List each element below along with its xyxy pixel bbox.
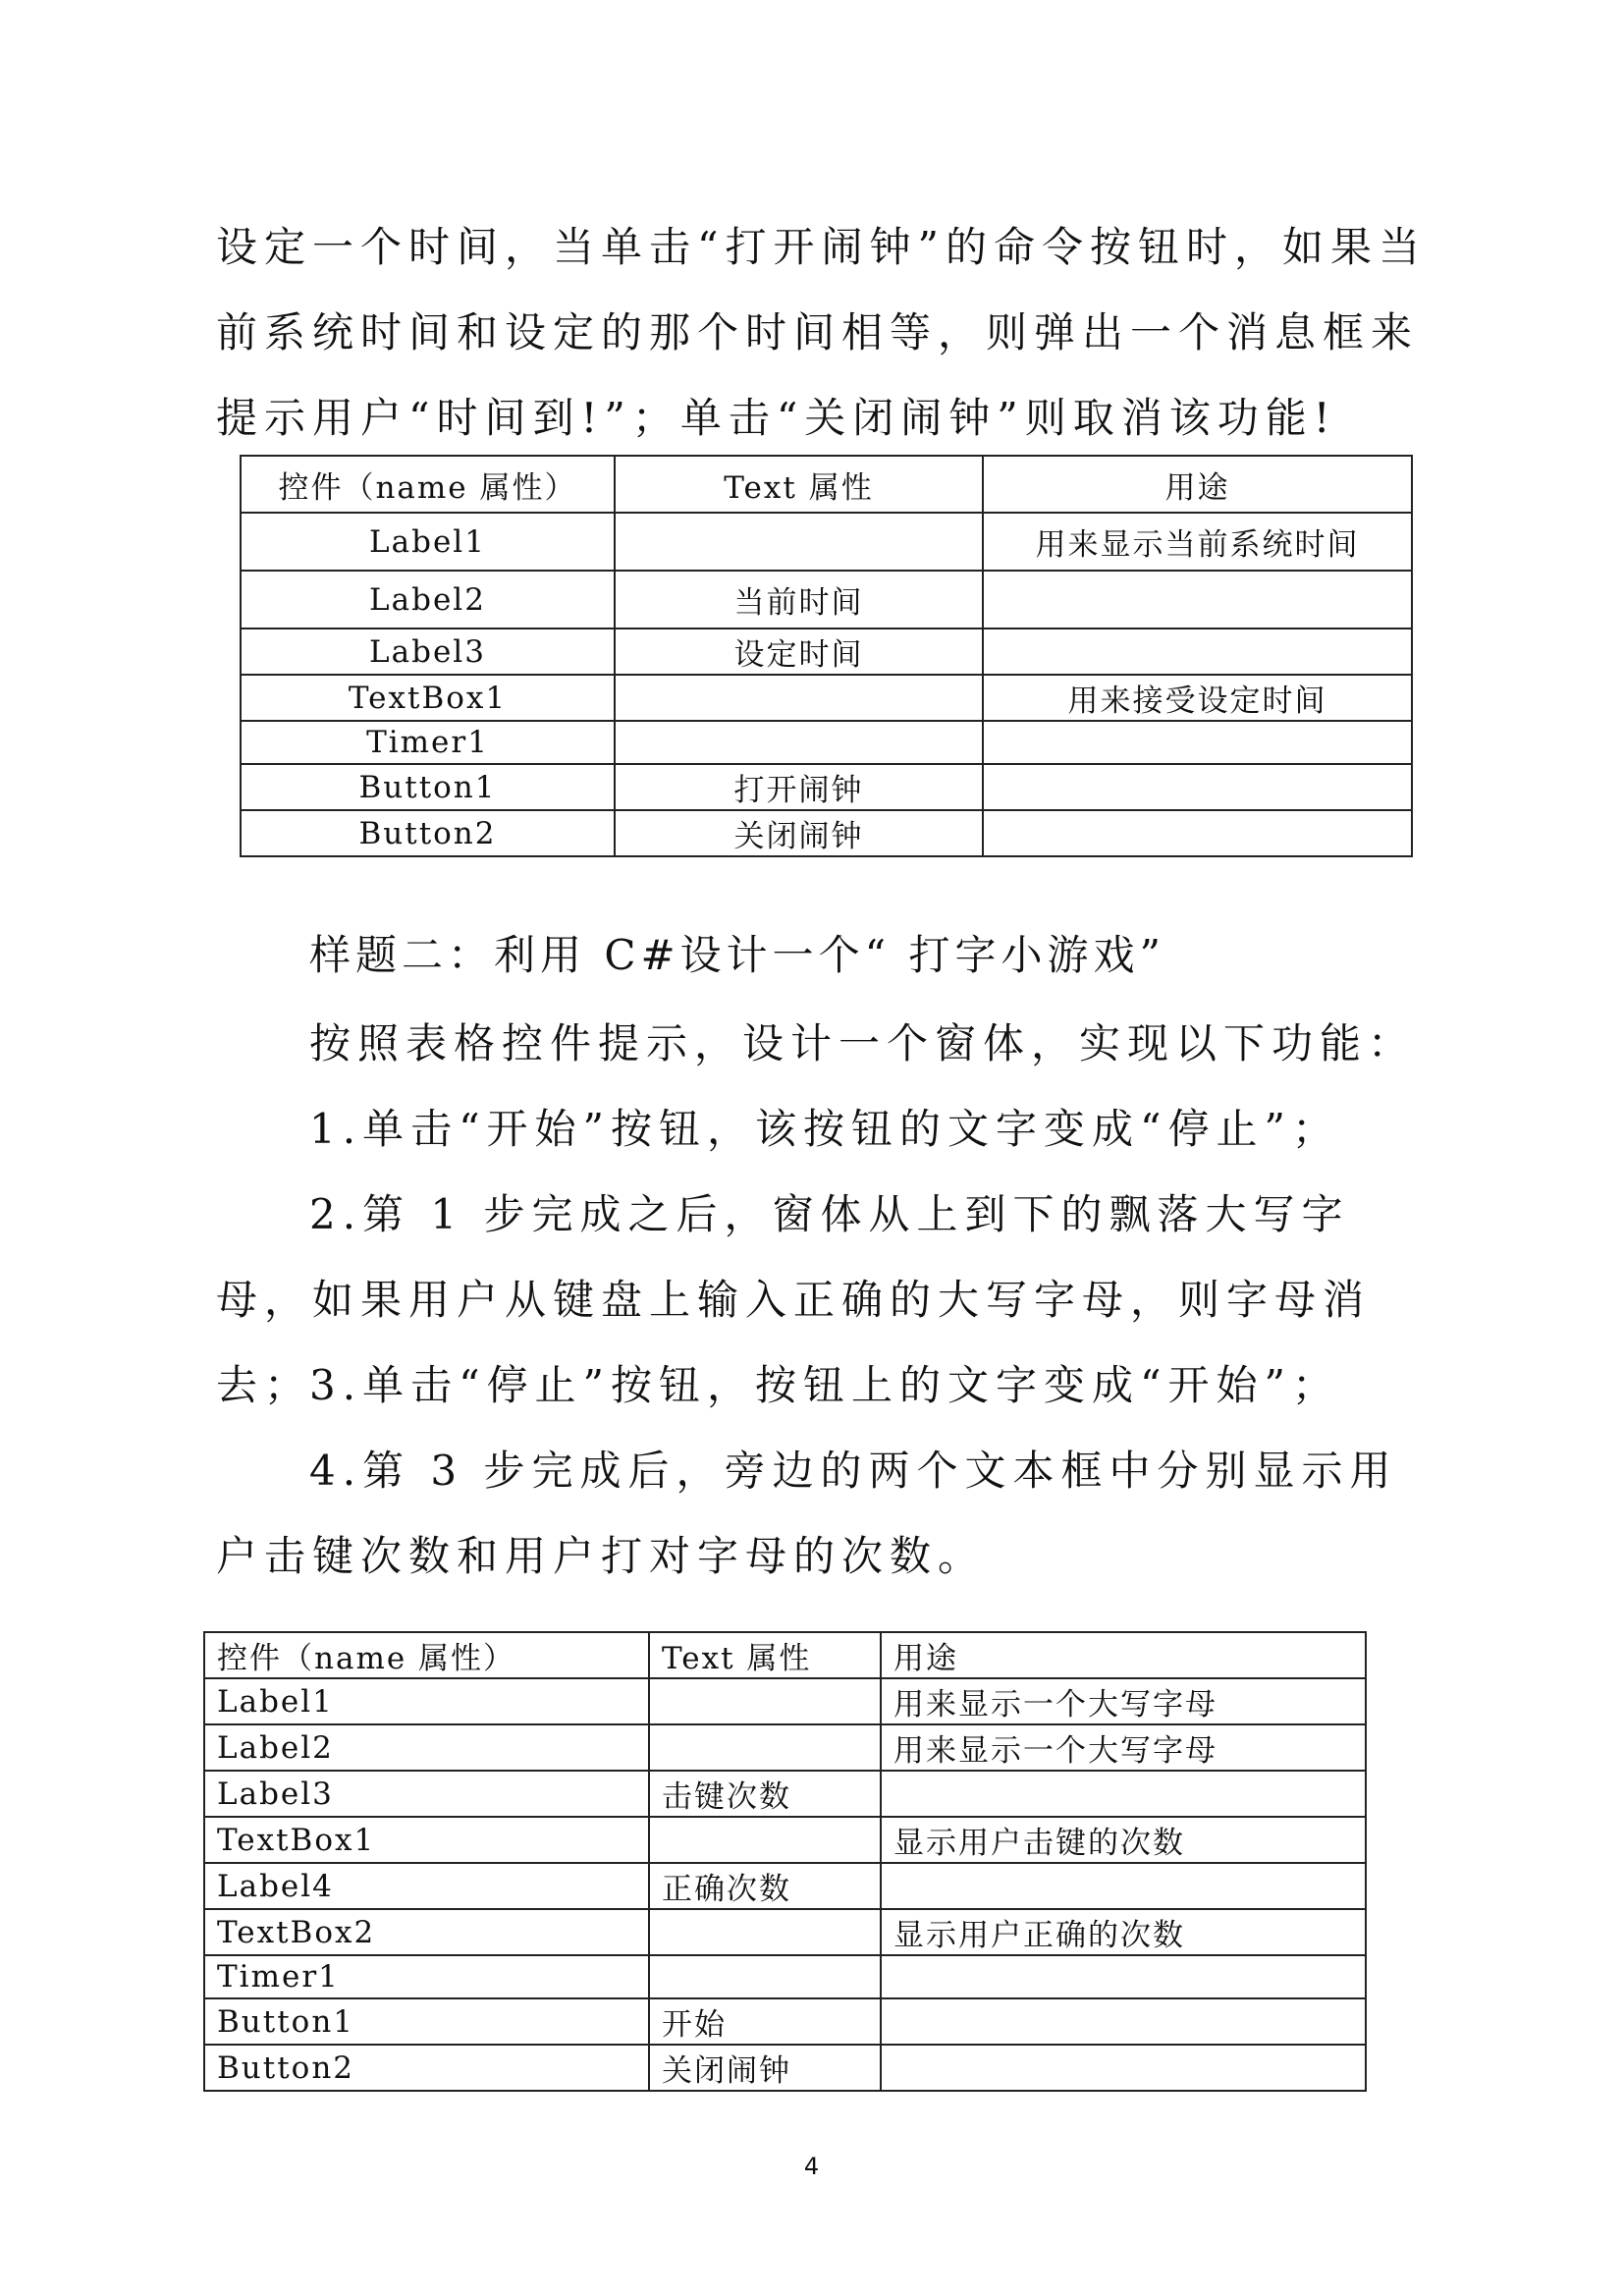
paragraph-step-1: 1.单击“开始”按钮，该按钮的文字变成“停止”； bbox=[309, 1105, 1340, 1153]
alarm-controls-table bbox=[240, 455, 1413, 857]
table-row bbox=[204, 1863, 1366, 1909]
table-cell bbox=[649, 1724, 881, 1771]
header-cell: Text 属性 bbox=[615, 456, 983, 513]
table-cell: Label2 bbox=[204, 1724, 649, 1771]
page-number: 4 bbox=[803, 2153, 820, 2180]
table-cell: 开始 bbox=[649, 1998, 881, 2045]
table-row bbox=[241, 721, 1412, 764]
table-cell bbox=[881, 2045, 1366, 2091]
table-cell bbox=[983, 571, 1412, 629]
table-cell: Button1 bbox=[241, 764, 615, 810]
table-cell: Button2 bbox=[204, 2045, 649, 2091]
table-cell: 用来接受设定时间 bbox=[983, 675, 1412, 721]
table-cell: Label3 bbox=[204, 1771, 649, 1817]
table-cell: Label4 bbox=[204, 1863, 649, 1909]
table-cell bbox=[649, 1909, 881, 1955]
table-cell bbox=[615, 513, 983, 571]
table-cell: 当前时间 bbox=[615, 571, 983, 629]
table-cell: Button2 bbox=[241, 810, 615, 856]
table-cell: 关闭闹钟 bbox=[615, 810, 983, 856]
table-cell: 关闭闹钟 bbox=[649, 2045, 881, 2091]
table-cell: Timer1 bbox=[204, 1955, 649, 1998]
table-cell bbox=[615, 721, 983, 764]
table-cell: Button1 bbox=[204, 1998, 649, 2045]
table-cell: Label1 bbox=[241, 513, 615, 571]
table-row bbox=[241, 764, 1412, 810]
table-row bbox=[241, 513, 1412, 571]
table-row bbox=[204, 1998, 1366, 2045]
table-cell: Timer1 bbox=[241, 721, 615, 764]
table-cell: Label1 bbox=[204, 1678, 649, 1724]
table-cell: 用来显示当前系统时间 bbox=[983, 513, 1412, 571]
table-cell bbox=[615, 675, 983, 721]
table-cell: 打开闹钟 bbox=[615, 764, 983, 810]
intro-paragraph: 设定一个时间，当单击“打开闹钟”的命令按钮时，如果当前系统时间和设定的那个时间相等，则弹出一个消息框来提示用户“时间到!”；单击“关闭闹钟”则取消该功能! bbox=[216, 223, 1427, 442]
table-cell: Label2 bbox=[241, 571, 615, 629]
table-cell: TextBox2 bbox=[204, 1909, 649, 1955]
header-cell: 用途 bbox=[983, 456, 1412, 513]
table-cell: 用来显示一个大写字母 bbox=[881, 1724, 1366, 1771]
header-cell: 控件（name 属性） bbox=[204, 1632, 649, 1678]
paragraph-step-3: 3.单击“停止”按钮，按钮上的文字变成“开始”； bbox=[309, 1361, 1340, 1409]
table-cell bbox=[649, 1955, 881, 1998]
table-cell: 用来显示一个大写字母 bbox=[881, 1678, 1366, 1724]
table-row bbox=[204, 1909, 1366, 1955]
paragraph-instructions: 按照表格控件提示，设计一个窗体，实现以下功能： bbox=[309, 1019, 1417, 1067]
table-cell: 正确次数 bbox=[649, 1863, 881, 1909]
table-row bbox=[204, 2045, 1366, 2091]
table-cell: 设定时间 bbox=[615, 629, 983, 675]
header-cell: 用途 bbox=[881, 1632, 1366, 1678]
paragraph-step-4: 4.第 3 步完成后，旁边的两个文本框中分别显示用户击键次数和用户打对字母的次数。 bbox=[216, 1447, 1398, 1580]
table-cell bbox=[881, 1998, 1366, 2045]
table-cell: 显示用户正确的次数 bbox=[881, 1909, 1366, 1955]
table-cell bbox=[881, 1771, 1366, 1817]
table-row bbox=[204, 1817, 1366, 1863]
table-cell: 显示用户击键的次数 bbox=[881, 1817, 1366, 1863]
section-title: 样题二：利用 C#设计一个“ 打字小游戏” bbox=[309, 931, 1165, 979]
table-cell: 击键次数 bbox=[649, 1771, 881, 1817]
header-cell: Text 属性 bbox=[649, 1632, 881, 1678]
table-row bbox=[241, 571, 1412, 629]
table-row bbox=[204, 1771, 1366, 1817]
table-cell: TextBox1 bbox=[241, 675, 615, 721]
table-cell bbox=[649, 1817, 881, 1863]
table-row bbox=[241, 675, 1412, 721]
table-cell: TextBox1 bbox=[204, 1817, 649, 1863]
table-row bbox=[204, 1724, 1366, 1771]
table-cell bbox=[983, 810, 1412, 856]
table-cell bbox=[983, 721, 1412, 764]
table-cell bbox=[983, 629, 1412, 675]
table-cell bbox=[881, 1863, 1366, 1909]
header-cell: 控件（name 属性） bbox=[241, 456, 615, 513]
table-cell bbox=[983, 764, 1412, 810]
table-header-row bbox=[241, 456, 1412, 513]
table-header-row bbox=[204, 1632, 1366, 1678]
table-row bbox=[204, 1678, 1366, 1724]
table-row bbox=[241, 629, 1412, 675]
table-cell bbox=[649, 1678, 881, 1724]
table-cell bbox=[881, 1955, 1366, 1998]
table-row bbox=[241, 810, 1412, 856]
paragraph-step-2: 2.第 1 步完成之后，窗体从上到下的飘落大写字母，如果用户从键盘上输入正确的大写字母，则字母消去； bbox=[216, 1190, 1372, 1409]
table-row bbox=[204, 1955, 1366, 1998]
typing-game-controls-table bbox=[203, 1631, 1367, 2092]
table-cell: Label3 bbox=[241, 629, 615, 675]
